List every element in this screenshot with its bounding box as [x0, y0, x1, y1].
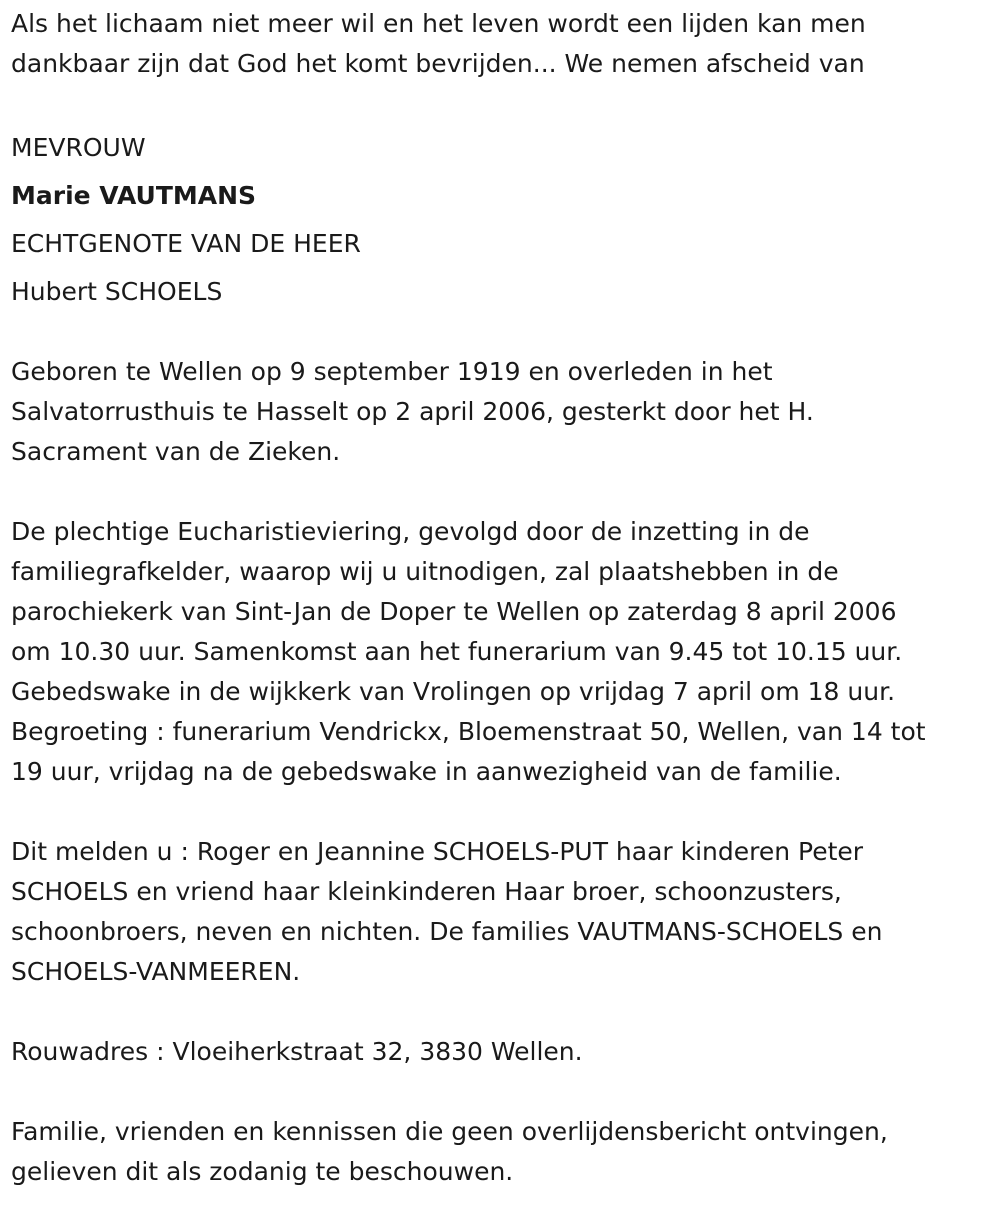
ceremony-paragraph: De plechtige Eucharistieviering, gevolgd door de inzetting in de familiegrafkelder, waarop wij u uitnodigen, zal plaatshebben in de parochiekerk van Sint-Jan de Doper te Wellen op zaterdag 8 april 2006 om 10.30 uur. Samenkomst aan het funerarium van 9.45 tot 10.15 uur. Gebedswake in de wijkkerk van Vrolingen op vrijdag 7 april om 18 uur. Begroeting : funerarium Vendrickx, Bloemenstraat 50, Wellen, van 14 tot 19 uur, vrijdag na de gebedswake in aanwezigheid van de familie.	[11, 517, 926, 786]
salutation: MEVROUW	[11, 133, 146, 162]
obituary-document	[11, 4, 991, 1192]
closing-paragraph: Familie, vrienden en kennissen die geen overlijdensbericht ontvingen, gelieven dit als zodanig te beschouwen.	[11, 1117, 888, 1186]
name-block	[11, 124, 991, 316]
announced-by-paragraph: Dit melden u : Roger en Jeannine SCHOELS-PUT haar kinderen Peter SCHOELS en vriend haar kleinkinderen Haar broer, schoonzusters, schoonbroers, neven en nichten. De families VAUTMANS-SCHOELS en SCHOELS-VANMEEREN.	[11, 837, 883, 986]
intro-text: Als het lichaam niet meer wil en het leven wordt een lijden kan men dankbaar zijn dat God het komt bevrijden... We nemen afscheid van	[11, 9, 866, 78]
birth-death-paragraph: Geboren te Wellen op 9 september 1919 en overleden in het Salvatorrusthuis te Hasselt op 2 april 2006, gesterkt door het H. Sacrament van de Zieken.	[11, 357, 814, 466]
spouse-name: Hubert SCHOELS	[11, 277, 223, 306]
deceased-name: Marie VAUTMANS	[11, 181, 257, 210]
spouse-label: ECHTGENOTE VAN DE HEER	[11, 229, 361, 258]
mourning-address: Rouwadres : Vloeiherkstraat 32, 3830 Wellen.	[11, 1037, 583, 1066]
